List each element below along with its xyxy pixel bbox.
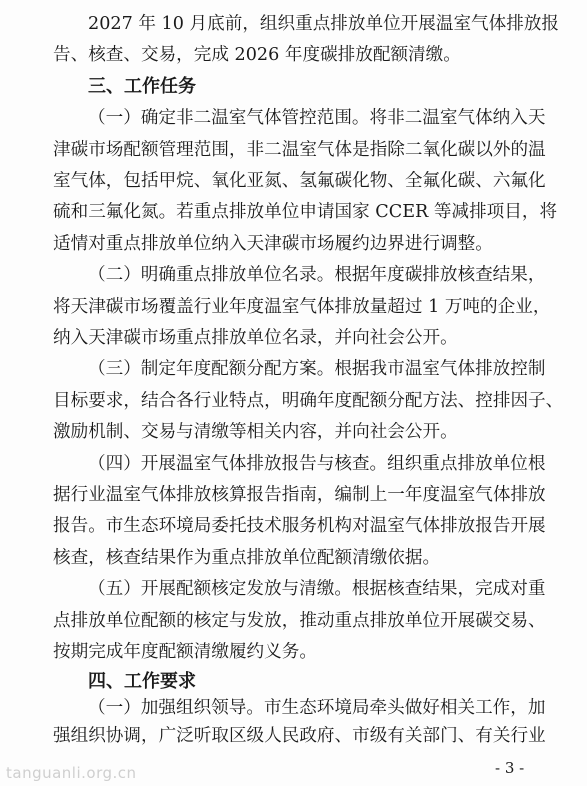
- section-heading-tasks: 三、工作任务: [88, 76, 196, 97]
- paragraph-line: 室气体，包括甲烷、氧化亚氮、氢氟碳化物、全氟化碳、六氟化: [53, 171, 546, 191]
- paragraph-line: 报告。市生态环境局委托技术服务机构对温室气体排放报告开展: [53, 516, 546, 536]
- paragraph-line: 据行业温室气体排放核算报告指南，编制上一年度温室气体排放: [53, 485, 546, 505]
- paragraph-line: 按期完成年度配额清缴履约义务。: [53, 642, 317, 662]
- paragraph-line: 核查，核查结果作为重点排放单位配额清缴依据。: [53, 548, 441, 568]
- paragraph-line: 2027 年 10 月底前，组织重点排放单位开展温室气体排放报: [88, 14, 560, 34]
- paragraph-line: 将天津碳市场覆盖行业年度温室气体排放量超过 1 万吨的企业，: [53, 297, 551, 317]
- paragraph-line: 强组织协调，广泛听取区级人民政府、市级有关部门、有关行业: [53, 726, 546, 746]
- paragraph-line: 告、核查、交易，完成 2026 年度碳排放配额清缴。: [53, 45, 461, 65]
- paragraph-subheading: （一）确定非二温室气体管控范围。将非二温室气体纳入天: [88, 108, 546, 128]
- paragraph-line: （五）开展配额核定发放与清缴。根据核查结果，完成对重: [88, 579, 546, 599]
- section-heading-requirements: 四、工作要求: [88, 671, 196, 692]
- watermark: tanguanli.org.cn: [6, 764, 137, 782]
- page-number: - 3 -: [495, 759, 525, 777]
- paragraph-line: 硫和三氟化氮。若重点排放单位申请国家 CCER 等减排项目，将: [53, 202, 558, 222]
- paragraph-line: [88, 106, 546, 130]
- paragraph-line: 激励机制、交易与清缴等相关内容，并向社会公开。: [53, 422, 458, 442]
- paragraph-line: （四）开展温室气体排放报告与核查。组织重点排放单位根: [88, 454, 546, 474]
- paragraph-line: （一）加强组织领导。市生态环境局牵头做好相关工作，加: [88, 698, 546, 718]
- paragraph-line: 纳入天津碳市场重点排放单位名录，并向社会公开。: [53, 328, 458, 348]
- paragraph-line: 适情对重点排放单位纳入天津碳市场履约边界进行调整。: [53, 234, 493, 254]
- paragraph-line: （二）明确重点排放单位名录。根据年度碳排放核查结果，: [88, 265, 546, 285]
- paragraph-line: （三）制定年度配额分配方案。根据我市温室气体排放控制: [88, 359, 546, 379]
- paragraph-line: 点排放单位配额的核定与发放，推动重点排放单位开展碳交易、: [53, 611, 546, 631]
- paragraph-line: 津碳市场配额管理范围，非二温室气体是指除二氧化碳以外的温: [53, 140, 546, 160]
- paragraph-line: 目标要求，结合各行业特点，明确年度配额分配方法、控排因子、: [53, 391, 564, 411]
